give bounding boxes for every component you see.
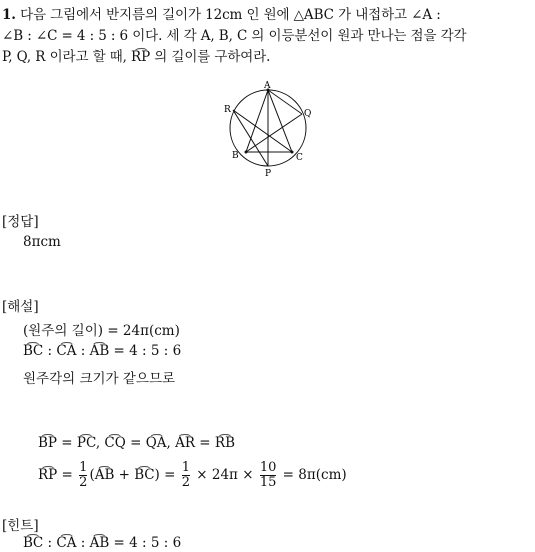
label-q: Q xyxy=(304,109,312,119)
eq2-frac1-num: 1 xyxy=(79,460,88,475)
eq2-fraction-1 xyxy=(79,461,87,490)
explanation-equation-2 xyxy=(38,460,347,490)
explanation-line-1: (원주의 길이) = 24π(cm) xyxy=(23,323,180,339)
eq2-mid: (A͡B + B͡C) = xyxy=(89,467,176,483)
explanation-line-3: 원주각의 크기가 같으므로 xyxy=(23,371,176,387)
answer-heading: [정답] xyxy=(2,214,39,230)
question-text-2: ∠B : ∠C = 4 : 5 : 6 이다. 세 각 A, B, C 의 이등분선이 원과 만나는 점을 각각 xyxy=(2,28,467,44)
hint-line-1: B͡C : C͡A : A͡B = 4 : 5 : 6 xyxy=(23,535,182,551)
bisector-cr xyxy=(233,110,292,152)
point-b-dot xyxy=(245,151,248,154)
label-p: P xyxy=(265,169,272,178)
label-c: C xyxy=(296,153,303,163)
eq2-left: R͡P = xyxy=(38,467,73,483)
eq2-frac2-den: 2 xyxy=(181,475,190,490)
label-b: B xyxy=(232,151,239,161)
point-c-dot xyxy=(291,151,294,154)
circle-figure xyxy=(220,78,320,178)
explanation-heading: [해설] xyxy=(2,299,39,315)
eq2-right: = 8π(cm) xyxy=(282,467,347,483)
eq2-fraction-3 xyxy=(260,461,277,490)
hint-heading: [힌트] xyxy=(2,518,39,534)
eq2-frac3-den: 15 xyxy=(259,475,277,490)
eq2-frac3-num: 10 xyxy=(259,460,277,475)
explanation-line-2: B͡C : C͡A : A͡B = 4 : 5 : 6 xyxy=(23,343,182,359)
label-r: R xyxy=(224,105,231,115)
eq2-frac1-den: 2 xyxy=(79,475,88,490)
eq2-frac2-num: 1 xyxy=(181,460,190,475)
question-line-1 xyxy=(2,3,441,23)
answer-value: 8πcm xyxy=(23,234,61,250)
eq2-fraction-2 xyxy=(182,461,190,490)
question-number: 1. xyxy=(2,7,16,23)
explanation-equation-1: B͡P = P͡C, C͡Q = Q͡A, A͡R = R͡B xyxy=(38,435,235,451)
eq2-mid2: × 24π × xyxy=(196,467,254,483)
label-a: A xyxy=(264,81,271,91)
bisector-bq xyxy=(246,114,302,152)
question-text-3: P, Q, R 이라고 할 때, R͡P 의 길이를 구하여라. xyxy=(2,49,271,65)
question-text-1: 다음 그림에서 반지름의 길이가 12cm 인 원에 △ABC 가 내접하고 ∠A : xyxy=(20,7,441,23)
